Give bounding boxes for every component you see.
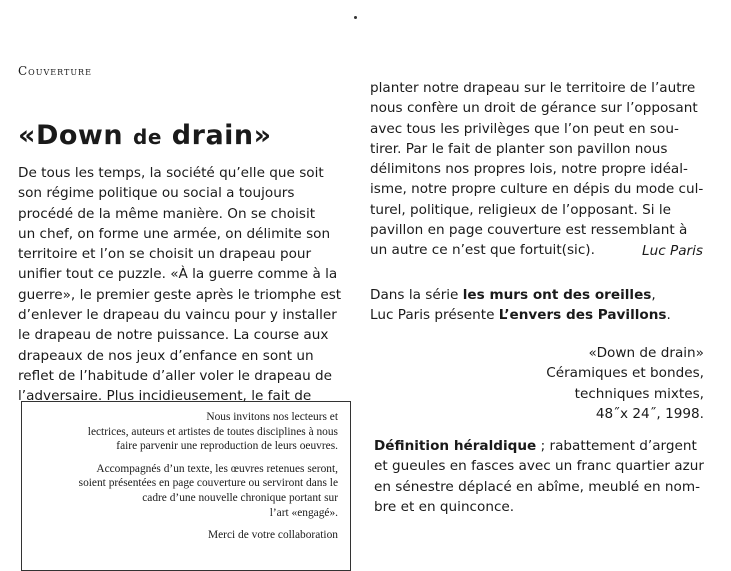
caption-line: Céramiques et bondes, [546,365,704,382]
box-line: lectrices, auteurs et artistes de toutes disciplines à nous [87,425,338,438]
invitation-thanks: Merci de votre collaboration [208,529,338,542]
text-line: territoire et l’on se choisit un drapeau pour [18,246,312,263]
text-line: isme, notre propre culture en dépis du mode cul- [370,181,704,198]
caption-line: «Down de drain» [588,345,704,361]
box-line: Nous invitons nos lecteurs et [206,411,338,423]
series-title: les murs ont des oreilles [462,287,652,303]
text-line: tirer. Par le fait de planter son pavillon nous [370,140,668,157]
headline-word-down: Down [35,120,124,151]
text-line: procédé de la même manière. On se choisit [18,205,316,222]
box-line: soient présentées en page couverture ou serviront dans le [78,477,338,490]
scan-speck [354,16,357,19]
definition-line [374,436,714,456]
invitation-paragraph-1 [40,410,338,454]
definition-line: et gueules en fasces avec un franc quartier azur [374,458,704,475]
series-line-2 [370,305,710,325]
series-presenter: Luc Paris présente [370,307,499,324]
text-line: l’adversaire. Plus incidieusement, le fait de [18,388,312,405]
text-line: un chef, on forme une armée, on délimite son [18,225,331,242]
text-line: pavillon en page couverture est ressemblant à [370,222,688,239]
definition-term: Définition héraldique [374,438,537,454]
article-column-left [18,163,343,407]
headline-open-quote: « [18,120,36,151]
headline-word-drain: drain [171,120,254,151]
text-line: le drapeau de notre puissance. La course aux [18,327,329,344]
text-line: drapeaux de nos jeux d’enfance en sont un [18,347,314,364]
invitation-paragraph-2 [40,462,338,520]
text-line: planter notre drapeau sur le territoire de l’autre [370,80,696,96]
text-line: son régime politique ou social a toujours [18,185,295,202]
series-note [370,285,710,326]
text-line: un autre ce n’est que fortuit(sic). [370,242,595,259]
text-line: De tous les temps, la société qu’elle que soit [18,165,324,181]
work-title: L’envers des Pavillons [498,307,667,324]
box-line: l’art «engagé». [269,506,338,519]
text-line: unifier tout ce puzzle. «À la guerre comme à la [18,266,338,283]
box-line: Accompagnés d’un texte, les œuvres retenues seront, [96,462,338,475]
series-comma: , [651,287,656,303]
text-line: délimitons nos propres lois, notre propre idéal- [370,161,688,178]
article-headline [18,120,272,151]
text-line: avec tous les privilèges que l’on peut en sou- [370,120,679,137]
definition-text: ; rabattement d’argent [536,438,697,454]
invitation-text [40,410,338,551]
text-line: d’enlever le drapeau du vaincu pour y installer [18,307,337,324]
heraldic-definition [374,436,714,517]
text-line: turel, politique, religieux de l’opposant. Si le [370,201,672,218]
series-prefix: Dans la série [370,287,463,303]
definition-line: bre et en quinconce. [374,498,515,515]
section-label: Couverture [18,64,92,78]
headline-word-de: de [133,125,162,149]
headline-close-quote: » [253,120,272,151]
series-period: . [666,307,671,324]
article-column-right [370,78,705,261]
definition-line: en sénestre déplacé en abîme, meublé en nom- [374,478,700,495]
artwork-caption [470,343,704,424]
text-line: reflet de l’habitude d’aller voler le drapeau de [18,367,333,384]
box-line: faire parvenir une reproduction de leurs oeuvres. [116,440,338,453]
series-line-1 [370,285,710,305]
caption-line: techniques mixtes, [574,385,704,402]
text-line: nous confère un droit de gérance sur l’opposant [370,100,698,117]
text-line: guerre», le premier geste après le triomphe est [18,286,342,303]
caption-line: 48˝x 24˝, 1998. [595,405,704,422]
author-signature: Luc Paris [642,243,703,259]
box-line: cadre d’une nouvelle chronique portant sur [142,491,338,504]
